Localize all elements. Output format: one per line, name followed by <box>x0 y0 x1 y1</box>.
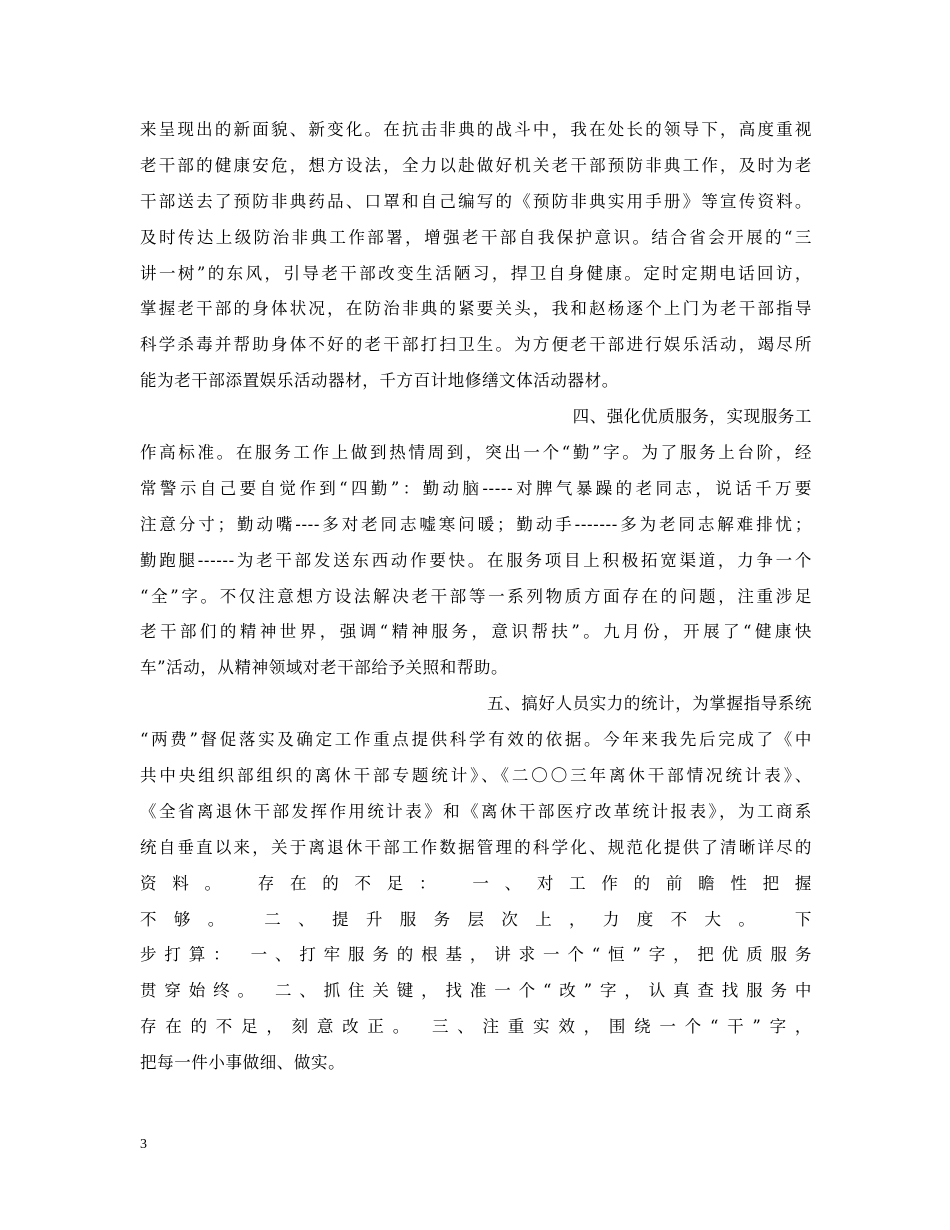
section-heading-5: 五、搞好人员实力的统计，为掌握指导系统 <box>335 694 812 714</box>
text-line: 能为老干部添置娱乐活动器材，千方百计地修缮文体活动器材。 <box>140 371 619 391</box>
text-line: 共中央组织部组织的离休干部专题统计》、《二〇〇三年离休干部情况统计表》、 <box>140 766 812 786</box>
text-line: 常警示自己要自觉作到“四勤”：勤动脑-----对脾气暴躁的老同志，说话千万要 <box>140 478 812 498</box>
text-line: 勤跑腿------为老干部发送东西动作要快。在服务项目上积极拓宽渠道，力争一个 <box>140 550 812 570</box>
text-line: 统自垂直以来，关于离退休干部工作数据管理的科学化、规范化提供了清晰详尽的 <box>140 837 812 857</box>
text-line: 不够。 二、提升服务层次上，力度不大。 下 <box>140 909 812 929</box>
text-line: 讲一树”的东风，引导老干部改变生活陋习，捍卫自身健康。定时定期电话回访， <box>140 263 812 283</box>
body-text <box>140 112 812 1081</box>
text-line: 贯穿始终。 二、抓住关键，找准一个“改”字，认真查找服务中 <box>140 981 812 1001</box>
section-heading-4: 四、强化优质服务，实现服务工 <box>397 407 812 427</box>
text-line: 干部送去了预防非典药品、口罩和自己编写的《预防非典实用手册》等宣传资料。 <box>140 191 812 211</box>
text-line: 资料。 存在的不足： 一、对工作的前瞻性把握 <box>140 873 812 893</box>
text-line: 及时传达上级防治非典工作部署，增强老干部自我保护意识。结合省会开展的“三 <box>140 227 812 247</box>
text-line: 把每一件小事做细、做实。 <box>140 1053 346 1073</box>
text-line: 掌握老干部的身体状况，在防治非典的紧要关头，我和赵杨逐个上门为老干部指导 <box>140 299 812 319</box>
text-line: “全”字。不仅注意想方设法解决老干部等一系列物质方面存在的问题，注重涉足 <box>140 586 812 606</box>
text-line: “两费”督促落实及确定工作重点提供科学有效的依据。今年来我先后完成了《中 <box>140 730 812 750</box>
text-line: 注意分寸；勤动嘴----多对老同志嘘寒问暖；勤动手-------多为老同志解难排忧； <box>140 514 812 534</box>
text-line: 作高标准。在服务工作上做到热情周到，突出一个“勤”字。为了服务上台阶，经 <box>140 443 812 463</box>
text-line: 《全省离退休干部发挥作用统计表》和《离休干部医疗改革统计报表》，为工商系 <box>140 801 812 821</box>
text-line: 存在的不足，刻意改正。 三、注重实效，围绕一个“干”字， <box>140 1017 812 1037</box>
text-line: 车”活动，从精神领域对老干部给予关照和帮助。 <box>140 658 509 678</box>
text-line: 来呈现出的新面貌、新变化。在抗击非典的战斗中，我在处长的领导下，高度重视 <box>140 120 812 139</box>
text-line: 步打算： 一、打牢服务的根基，讲求一个“恒”字，把优质服务 <box>140 945 812 965</box>
text-line: 老干部们的精神世界，强调“精神服务，意识帮扶”。九月份，开展了“健康快 <box>140 622 812 642</box>
text-line: 科学杀毒并帮助身体不好的老干部打扫卫生。为方便老干部进行娱乐活动，竭尽所 <box>140 335 812 355</box>
text-line: 老干部的健康安危，想方设法，全力以赴做好机关老干部预防非典工作，及时为老 <box>140 155 812 175</box>
page-number: 3 <box>140 1137 147 1152</box>
